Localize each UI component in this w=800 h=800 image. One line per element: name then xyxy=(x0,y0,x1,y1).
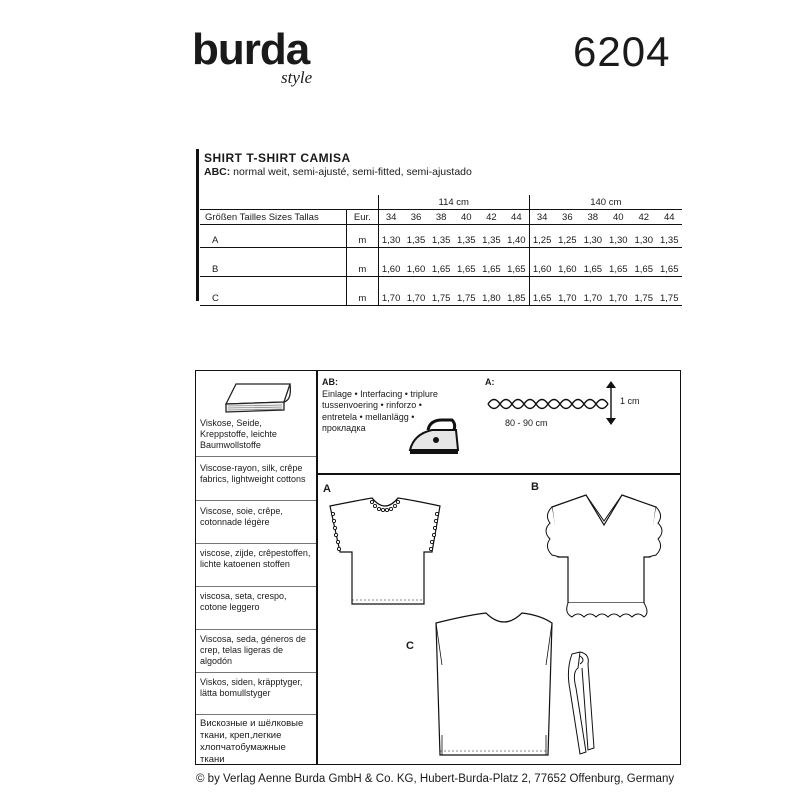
amount-cell: 1,25 xyxy=(529,233,554,248)
amount-cell: 1,25 xyxy=(555,233,580,248)
amount-cell: 1,65 xyxy=(529,291,554,306)
amount-cell: 1,65 xyxy=(479,262,504,277)
width-114-label: 114 cm xyxy=(378,195,529,210)
yardage-row-b xyxy=(200,262,682,277)
size-cell: 40 xyxy=(606,210,631,225)
amount-cell: 1,65 xyxy=(454,262,479,277)
fabric-separator xyxy=(196,586,316,587)
fabric-separator xyxy=(196,714,316,715)
view-label: B xyxy=(200,262,346,277)
fabric-de: Viskose, Seide, Kreppstoffe, leichte Baumwollstoffe xyxy=(200,418,277,450)
fabric-swatch-icon xyxy=(218,378,298,416)
yardage-row-a xyxy=(200,233,682,248)
fabric-separator xyxy=(196,629,316,630)
fabric-separator xyxy=(196,672,316,673)
interfacing-line: прокладка xyxy=(322,423,366,433)
copyright: © by Verlag Aenne Burda GmbH & Co. KG, Hubert-Burda-Platz 2, 77652 Offenburg, Germany xyxy=(196,773,675,785)
amount-cell: 1,75 xyxy=(454,291,479,306)
brand-logo-sub: style xyxy=(281,68,313,87)
brand-logo: burda xyxy=(192,25,310,74)
amount-cell: 1,60 xyxy=(555,262,580,277)
fit-views-label: ABC: xyxy=(204,166,231,178)
fabric-en: Viscose-rayon, silk, crêpe fabrics, lightweight cottons xyxy=(200,463,306,484)
amount-cell: 1,30 xyxy=(580,233,605,248)
amount-cell: 1,35 xyxy=(479,233,504,248)
size-cell: 44 xyxy=(656,210,682,225)
width-140-label: 140 cm xyxy=(529,195,682,210)
amount-cell: 1,65 xyxy=(504,262,529,277)
amount-cell: 1,70 xyxy=(555,291,580,306)
size-cell: 38 xyxy=(429,210,454,225)
amount-cell: 1,60 xyxy=(403,262,428,277)
amount-cell: 1,35 xyxy=(429,233,454,248)
fabric-sv: Viskos, siden, kräpptyger, lätta bomullstyger xyxy=(200,677,303,698)
unit-cell: m xyxy=(346,262,378,277)
amount-cell: 1,85 xyxy=(504,291,529,306)
fit-text: normal weit, semi-ajusté, semi-fitted, semi-ajustado xyxy=(230,166,472,178)
size-header-label: Größen Tailles Sizes Tallas xyxy=(200,210,346,225)
fabric-ru: Вискозные и шёлковые ткани, креп,легкие хлопчатобумажные ткани xyxy=(200,718,304,765)
amount-cell: 1,60 xyxy=(529,262,554,277)
trim-view-label: A: xyxy=(485,377,495,387)
unit-cell: m xyxy=(346,291,378,306)
eur-label: Eur. xyxy=(346,210,378,225)
amount-cell: 1,35 xyxy=(656,233,682,248)
size-cell: 42 xyxy=(631,210,656,225)
fit-description xyxy=(204,166,472,178)
interfacing-line: Einlage • Interfacing • triplure xyxy=(322,388,438,399)
ruffle-trim-icon xyxy=(486,393,611,415)
view-label: C xyxy=(200,291,346,306)
yardage-row-c xyxy=(200,291,682,306)
amount-cell: 1,75 xyxy=(429,291,454,306)
size-cell: 44 xyxy=(504,210,529,225)
amount-cell: 1,60 xyxy=(378,262,403,277)
amount-cell: 1,80 xyxy=(479,291,504,306)
interfacing-views-label: AB: xyxy=(322,377,338,387)
size-cell: 34 xyxy=(378,210,403,225)
amount-cell: 1,30 xyxy=(606,233,631,248)
unit-cell: m xyxy=(346,233,378,248)
amount-cell: 1,75 xyxy=(631,291,656,306)
view-a-sketch xyxy=(320,480,450,610)
amount-cell: 1,65 xyxy=(656,262,682,277)
interfacing-line: entretela • mellanlägg • xyxy=(322,411,415,422)
amount-cell: 1,70 xyxy=(580,291,605,306)
yardage-table xyxy=(200,195,682,306)
tie-belt-sketch xyxy=(566,648,606,760)
amount-cell: 1,65 xyxy=(606,262,631,277)
view-c-sketch xyxy=(428,605,588,760)
fabric-it: viscosa, seta, crespo, cotone leggero xyxy=(200,591,287,612)
amount-cell: 1,65 xyxy=(429,262,454,277)
size-cell: 42 xyxy=(479,210,504,225)
view-c-label: C xyxy=(406,640,414,652)
amount-cell: 1,75 xyxy=(656,291,682,306)
width-header-row xyxy=(200,195,682,210)
notions-divider xyxy=(316,473,681,475)
view-label: A xyxy=(200,233,346,248)
amount-cell: 1,35 xyxy=(403,233,428,248)
amount-cell: 1,70 xyxy=(403,291,428,306)
fabric-column-divider xyxy=(316,370,318,765)
fabric-separator xyxy=(196,500,316,501)
size-cell: 36 xyxy=(403,210,428,225)
size-cell: 40 xyxy=(454,210,479,225)
garment-title: SHIRT T-SHIRT CAMISA xyxy=(204,151,351,165)
fabric-separator xyxy=(196,543,316,544)
amount-cell: 1,65 xyxy=(631,262,656,277)
size-cell: 36 xyxy=(555,210,580,225)
title-bar xyxy=(196,149,199,301)
pattern-number: 6204 xyxy=(573,28,671,75)
view-a-label: A xyxy=(323,483,331,495)
trim-length: 80 - 90 cm xyxy=(505,418,548,428)
height-arrow-icon xyxy=(604,380,618,426)
fabric-nl: viscose, zijde, crêpestoffen, lichte katoenen stoffen xyxy=(200,548,311,569)
view-b-label: B xyxy=(531,481,539,493)
amount-cell: 1,35 xyxy=(454,233,479,248)
amount-cell: 1,40 xyxy=(504,233,529,248)
size-cell: 38 xyxy=(580,210,605,225)
fabric-es: Viscosa, seda, géneros de crep, telas ligeras de algodón xyxy=(200,634,306,666)
amount-cell: 1,65 xyxy=(580,262,605,277)
amount-cell: 1,70 xyxy=(378,291,403,306)
trim-height: 1 cm xyxy=(620,396,640,406)
size-cell: 34 xyxy=(529,210,554,225)
amount-cell: 1,30 xyxy=(378,233,403,248)
iron-icon xyxy=(406,416,462,456)
amount-cell: 1,30 xyxy=(631,233,656,248)
fabric-separator xyxy=(196,456,316,457)
size-header-row xyxy=(200,210,682,225)
interfacing-line: tussenvoering • rinforzo • xyxy=(322,400,422,410)
amount-cell: 1,70 xyxy=(606,291,631,306)
fabric-fr: Viscose, soie, crêpe, cotonnade légère xyxy=(200,506,283,527)
